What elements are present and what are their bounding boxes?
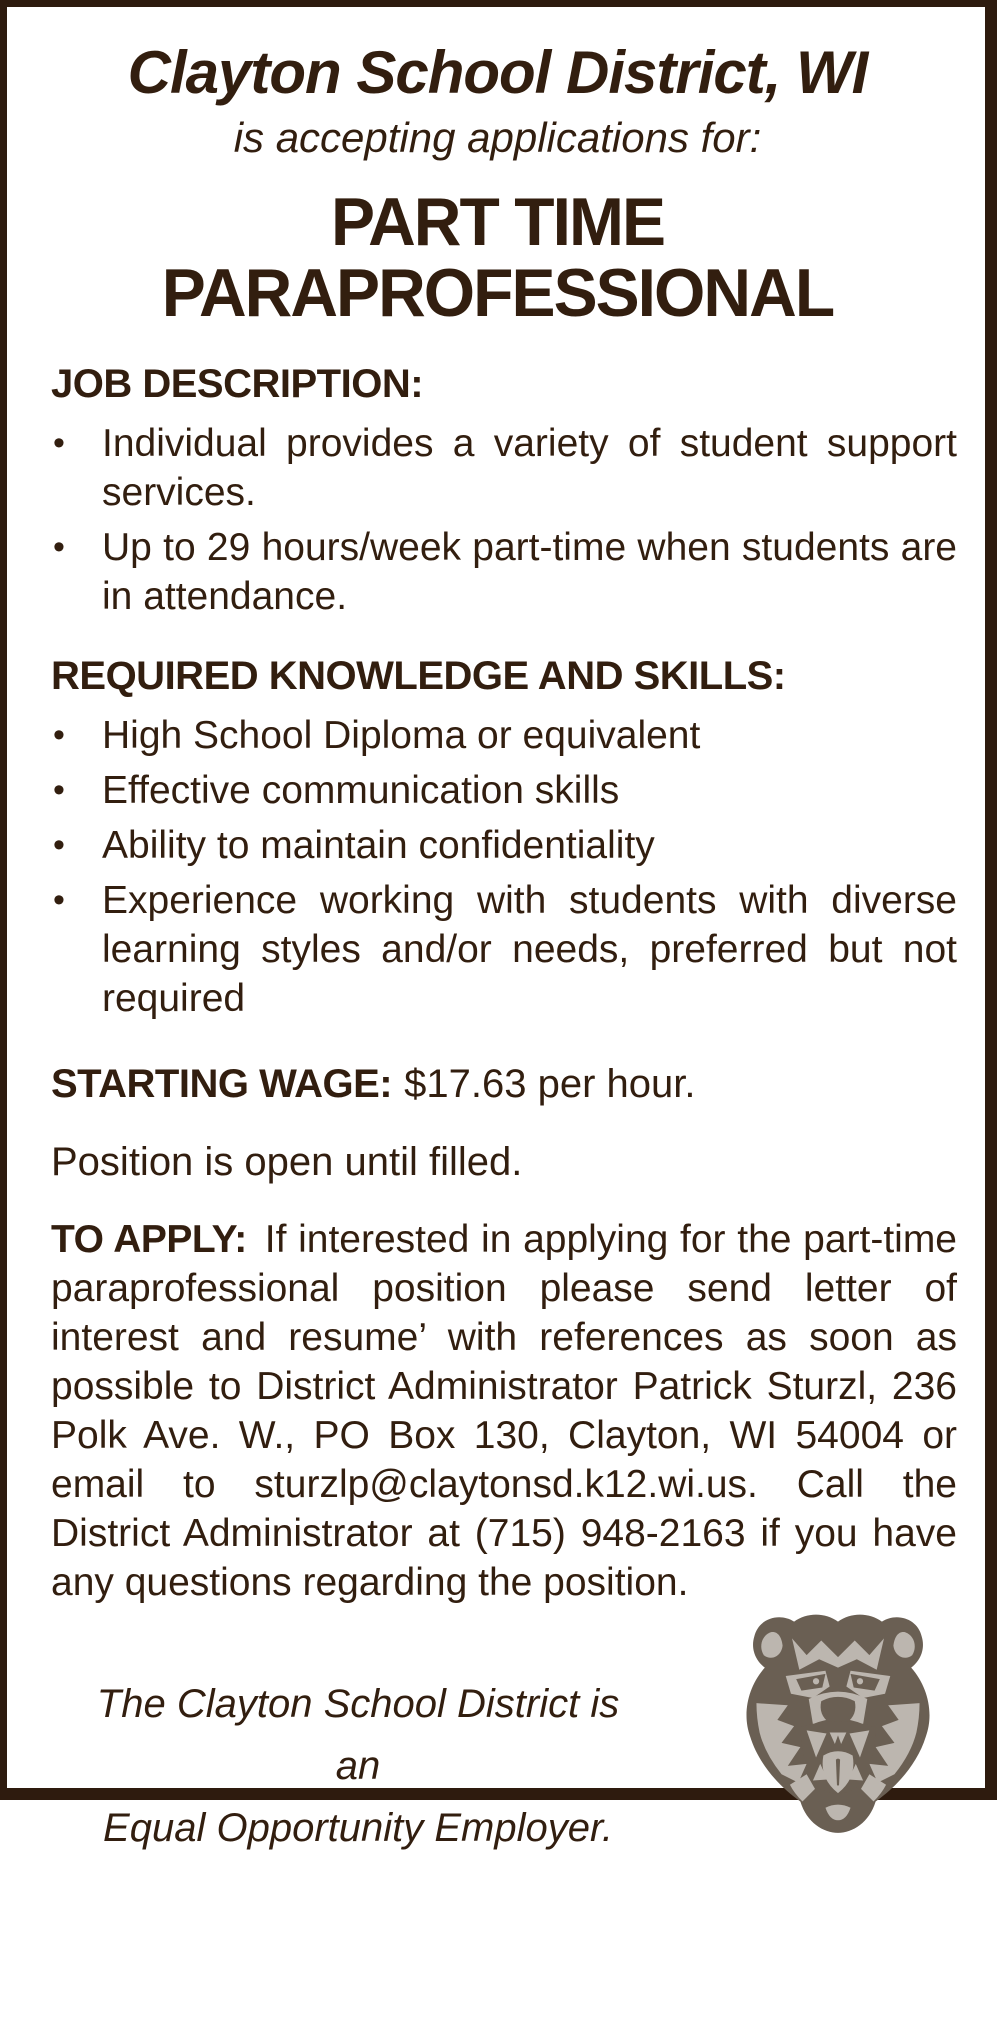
list-item <box>38 711 957 760</box>
list-item-text: Experience working with students with diverse learning styles and/or needs, preferred but not required <box>102 879 957 1020</box>
bullet-icon: • <box>53 826 65 864</box>
equal-opportunity-statement <box>78 1673 638 1859</box>
position-title <box>52 184 943 331</box>
bear-mascot-icon <box>733 1607 943 1837</box>
eoe-line1: The Clayton School District is an <box>96 1682 620 1788</box>
starting-wage-value: $17.63 per hour. <box>404 1062 696 1106</box>
job-description-list <box>38 419 957 621</box>
ad-content <box>7 41 985 2027</box>
position-title-line1: PART TIME <box>330 184 665 260</box>
bullet-icon: • <box>53 716 65 754</box>
ad-subtitle: is accepting applications for: <box>233 114 762 161</box>
list-item <box>38 876 957 1023</box>
position-title-line2: PARAPROFESSIONAL <box>161 255 834 331</box>
starting-wage-label: STARTING WAGE: <box>51 1062 393 1106</box>
starting-wage-line <box>38 1059 957 1109</box>
job-description-heading: JOB DESCRIPTION: <box>51 362 424 406</box>
list-item-text: Ability to maintain confidentiality <box>102 824 655 867</box>
bullet-icon: • <box>53 881 65 919</box>
list-item <box>38 523 957 621</box>
open-until-text: Position is open until filled. <box>51 1140 523 1184</box>
list-item-text: Up to 29 hours/week part-time when students are in attendance. <box>102 526 957 618</box>
bear-mascot-logo <box>733 1607 943 1837</box>
district-title: Clayton School District, WI <box>127 39 868 106</box>
bullet-icon: • <box>53 424 65 462</box>
list-item-text: Effective communication skills <box>102 769 620 812</box>
ad-footer <box>38 1607 957 2027</box>
to-apply-paragraph <box>38 1215 957 1607</box>
list-item-text: Individual provides a variety of student support services. <box>102 422 957 514</box>
list-item <box>38 821 957 870</box>
to-apply-text: If interested in applying for the part-time paraprofessional position please send letter of interest and resume’ with references as soon as possible to District Administrator Patrick Sturzl, 236 Polk Ave. W., PO Box 130, Clayton, WI 54004 or email to sturzlp@claytonsd.k12.wi.us. Call the District Administrator at (715) 948-2163 if you have any questions regarding the position. <box>51 1218 957 1604</box>
required-skills-list <box>38 711 957 1023</box>
list-item <box>38 419 957 517</box>
list-item-text: High School Diploma or equivalent <box>102 714 701 757</box>
to-apply-label: TO APPLY: <box>51 1218 247 1261</box>
list-item <box>38 766 957 815</box>
bullet-icon: • <box>53 528 65 566</box>
required-skills-heading: REQUIRED KNOWLEDGE AND SKILLS: <box>51 654 786 698</box>
eoe-line2: Equal Opportunity Employer. <box>103 1806 613 1850</box>
bullet-icon: • <box>53 771 65 809</box>
